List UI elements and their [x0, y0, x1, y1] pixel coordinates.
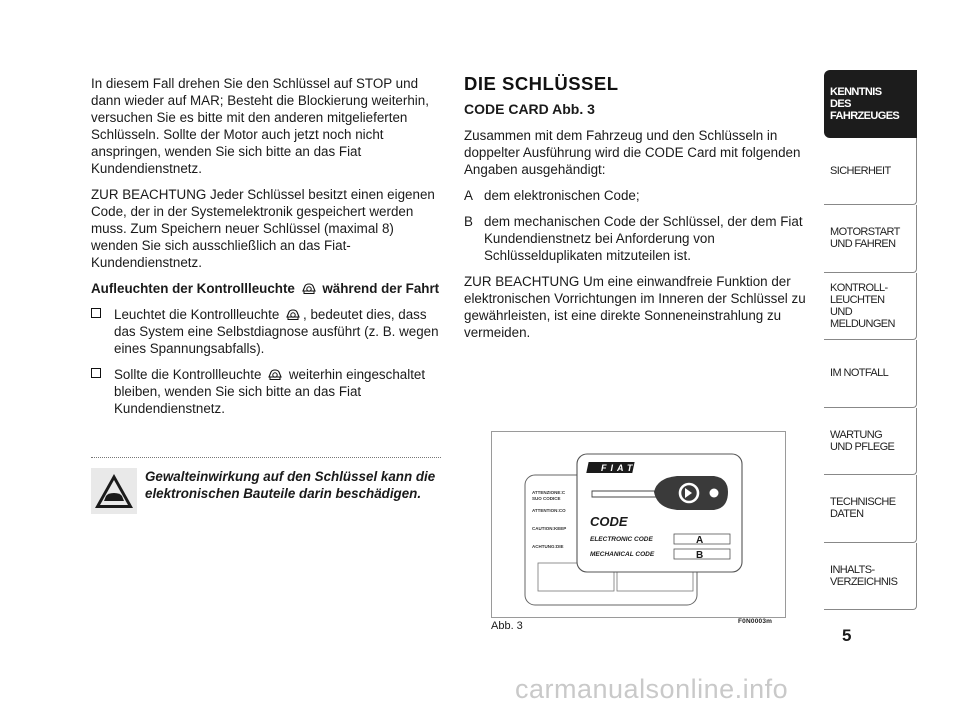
bullet2-text-a: Sollte die Kontrollleuchte — [114, 367, 262, 382]
tab-label: KONTROLL- LEUCHTEN UND MELDUNGEN — [830, 281, 895, 330]
list-item-a — [464, 187, 824, 204]
tab-sicherheit[interactable] — [824, 138, 917, 206]
small-text-line: ATTENTION:CO — [532, 508, 566, 513]
figure-code: F0N0003m — [738, 618, 773, 625]
list-text-a: dem elektronischen Code; — [484, 188, 640, 203]
tab-label: INHALTS- VERZEICHNIS — [830, 563, 898, 588]
car-warning-icon — [91, 468, 137, 514]
left-column — [91, 75, 441, 426]
checkbox-bullet-icon — [91, 308, 101, 318]
small-text-line: CAUTION:KEEP — [532, 526, 567, 531]
heading-warning-light — [91, 280, 441, 297]
bullet-item — [91, 306, 441, 357]
bullet2-text-b: weiterhin eingeschaltet bleiben, wenden Sie sich bitte an das Fiat Kundendienstnetz. — [114, 367, 426, 416]
tab-motorstart[interactable] — [824, 205, 917, 273]
small-text-line: ACHTUNG:DIE — [532, 544, 564, 549]
bullet1-text-a: Leuchtet die Kontrollleuchte — [114, 307, 280, 322]
heading-part-b: während der Fahrt — [322, 281, 440, 296]
warning-text: Gewalteinwirkung auf den Schlüssel kann die elektronischen Bauteile darin beschädigen. — [145, 469, 436, 501]
tab-im-notfall[interactable] — [824, 340, 917, 408]
list-item-b — [464, 213, 824, 264]
subsection-title: CODE CARD Abb. 3 — [464, 101, 595, 117]
right-column — [464, 75, 824, 350]
tab-kontrollleuchten[interactable] — [824, 273, 917, 341]
small-text-line: ATTENZIONE:C — [532, 490, 566, 495]
tab-inhaltsverzeichnis[interactable] — [824, 543, 917, 611]
mechanical-code-label: MECHANICAL CODE — [590, 551, 655, 558]
box-a-label: A — [696, 535, 704, 546]
paragraph-code-note: ZUR BEACHTUNG Jeder Schlüssel besitzt einen eigenen Code, der in der Systemelektronik gespeichert werden muss. Zum Speichern neuer Schlüssel (maximal 8) wenden Sie sich ausschließlich an das Fiat-Kundendienstnetz. — [91, 187, 435, 270]
tab-label: TECHNISCHE DATEN — [830, 496, 896, 521]
bullet-item — [91, 366, 441, 417]
tab-label: IM NOTFALL — [830, 367, 889, 380]
code-card-illustration — [492, 432, 785, 617]
tab-kenntnis-des-fahrzeuges[interactable] — [824, 70, 917, 138]
list-key-b: B — [464, 214, 473, 229]
tab-label: MOTORSTART UND FAHREN — [830, 226, 900, 251]
immobilizer-lamp-icon — [301, 280, 317, 296]
small-text-line: SUO CODICE — [532, 496, 561, 501]
figure-caption: Abb. 3 — [491, 620, 523, 632]
chapter-sidebar — [824, 70, 917, 610]
dotted-separator — [91, 457, 441, 458]
intro-paragraph: Zusammen mit dem Fahrzeug und den Schlüsseln in doppelter Ausführung wird die CODE Card mit folgenden Angaben ausgehändigt: — [464, 128, 801, 177]
immobilizer-lamp-icon — [285, 306, 301, 322]
fiat-logo-text: FIAT — [601, 463, 637, 473]
list-key-a: A — [464, 188, 473, 203]
list-text-b: dem mechanischen Code der Schlüssel, der dem Fiat Kundendienstnetz bei Anforderung von Schlüsselduplikaten mitzuteilen ist. — [484, 214, 803, 263]
tab-technische-daten[interactable] — [824, 475, 917, 543]
checkbox-bullet-icon — [91, 368, 101, 378]
tab-label: KENNTNIS DES FAHRZEUGES — [830, 85, 900, 122]
paragraph-stop-mar: In diesem Fall drehen Sie den Schlüssel auf STOP und dann wieder auf MAR; Besteht die Blockierung weiterhin, versuchen Sie es bitte mit den anderen mitgelieferten Schlüsseln. Sollte der Motor auch jetzt noch nicht anspringen, wenden Sie sich bitte an das Fiat Kundendienstnetz. — [91, 76, 429, 176]
page-number: 5 — [842, 626, 852, 645]
tab-label: SICHERHEIT — [830, 164, 891, 177]
electronic-code-label: ELECTRONIC CODE — [590, 536, 653, 543]
card-title: CODE — [590, 514, 628, 529]
box-b-label: B — [696, 550, 704, 561]
immobilizer-lamp-icon — [267, 366, 283, 382]
fiat-logo-icon — [586, 462, 636, 473]
bullet1-text-b: , bedeutet dies, dass das System eine Selbstdiagnose ausführt (z. B. wegen eines Spannungsabfalls). — [114, 307, 439, 356]
heading-part-a: Aufleuchten der Kontrollleuchte — [91, 281, 295, 296]
note-paragraph: ZUR BEACHTUNG Um eine einwandfreie Funktion der elektronischen Vorrichtungen im Inneren der Schlüssel zu gewährleisten, ist eine direkte Sonneneinstrahlung zu vermeiden. — [464, 274, 806, 340]
tab-wartung[interactable] — [824, 408, 917, 476]
figure-code-card — [491, 431, 786, 618]
section-title: DIE SCHLÜSSEL — [464, 73, 619, 94]
tab-label: WARTUNG UND PFLEGE — [830, 428, 895, 453]
watermark-text: carmanualsonline.info — [515, 674, 789, 704]
